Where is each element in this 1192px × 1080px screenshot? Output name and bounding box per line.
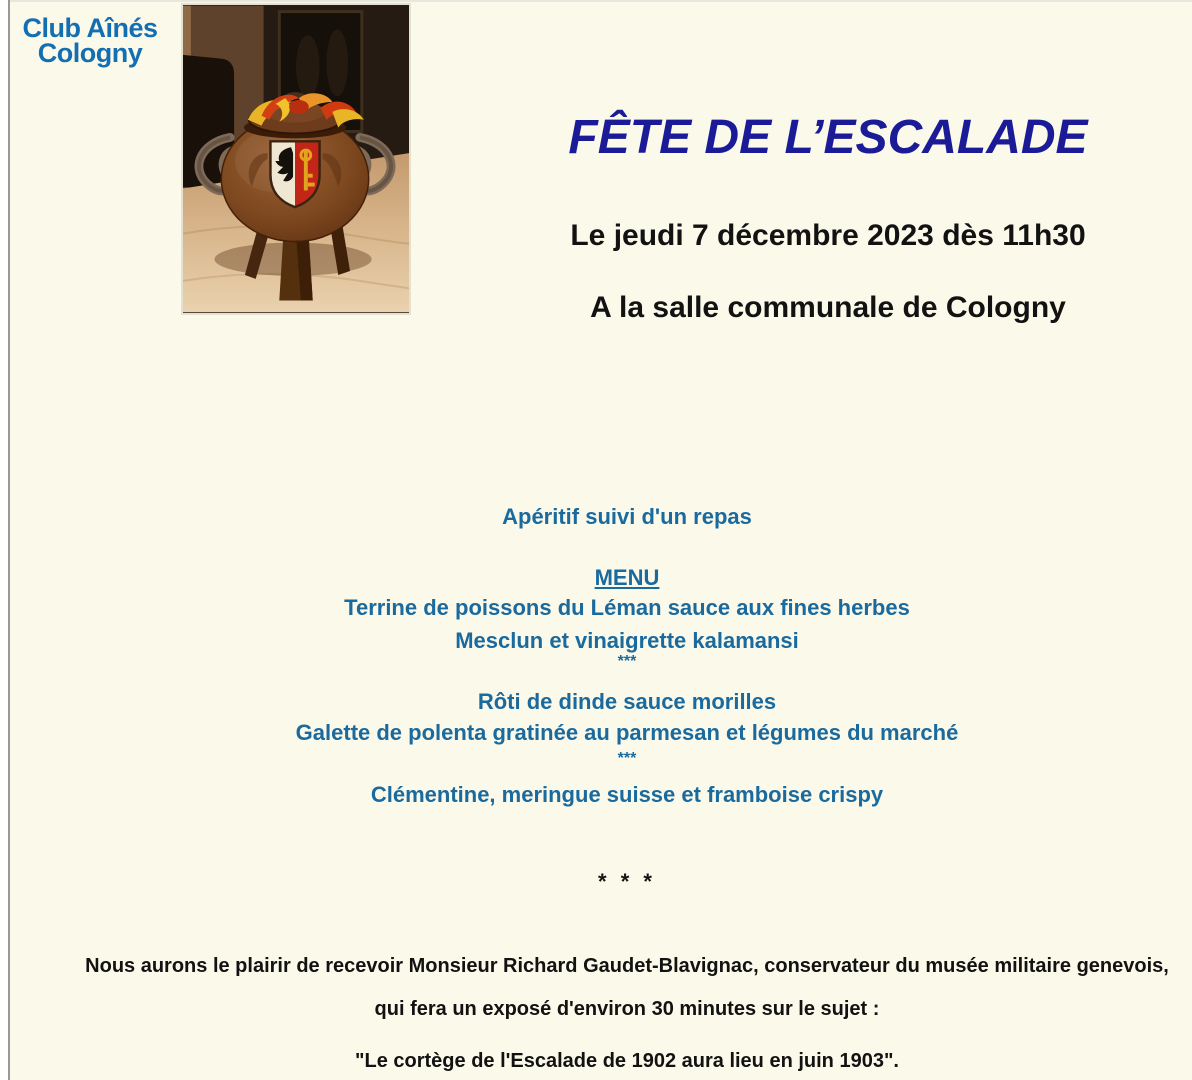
page-top-edge — [0, 0, 1192, 2]
club-logo-line1: Club Aînés — [22, 13, 158, 43]
menu-heading: MENU — [594, 565, 660, 590]
club-logo-line2: Cologny — [37, 38, 143, 68]
aperitif-line: Apéritif suivi d'un repas — [502, 504, 752, 529]
menu-item: Galette de polenta gratinée au parmesan et légumes du marché — [295, 720, 959, 745]
event-location: A la salle communale de Cologny — [590, 291, 1066, 324]
menu-separator-stars: *** — [617, 653, 637, 670]
section-separator: * * * — [598, 869, 656, 894]
menu-item: Clémentine, meringue suisse et framboise crispy — [370, 782, 884, 807]
menu-item: Terrine de poissons du Léman sauce aux fines herbes — [344, 595, 910, 620]
menu-item: Rôti de dinde sauce morilles — [477, 689, 777, 714]
event-photo — [181, 3, 411, 315]
event-date: Le jeudi 7 décembre 2023 dès 11h30 — [570, 219, 1086, 252]
event-title: FÊTE DE L’ESCALADE — [568, 111, 1088, 164]
page-left-margin — [0, 0, 10, 1080]
menu-item: Mesclun et vinaigrette kalamansi — [455, 628, 799, 653]
menu-separator-stars: *** — [617, 750, 637, 767]
lecture-subject-quote: "Le cortège de l'Escalade de 1902 aura lieu en juin 1903". — [355, 1050, 899, 1072]
announcement-line-1: Nous aurons le plairir de recevoir Monsieur Richard Gaudet-Blavignac, conservateur du musée militaire genevois, — [85, 955, 1169, 977]
marmite-cauldron-illustration — [183, 5, 409, 313]
geneva-coat-of-arms — [270, 141, 319, 207]
club-logo — [15, 13, 165, 68]
announcement-line-2: qui fera un exposé d'environ 30 minutes sur le sujet : — [374, 998, 880, 1020]
